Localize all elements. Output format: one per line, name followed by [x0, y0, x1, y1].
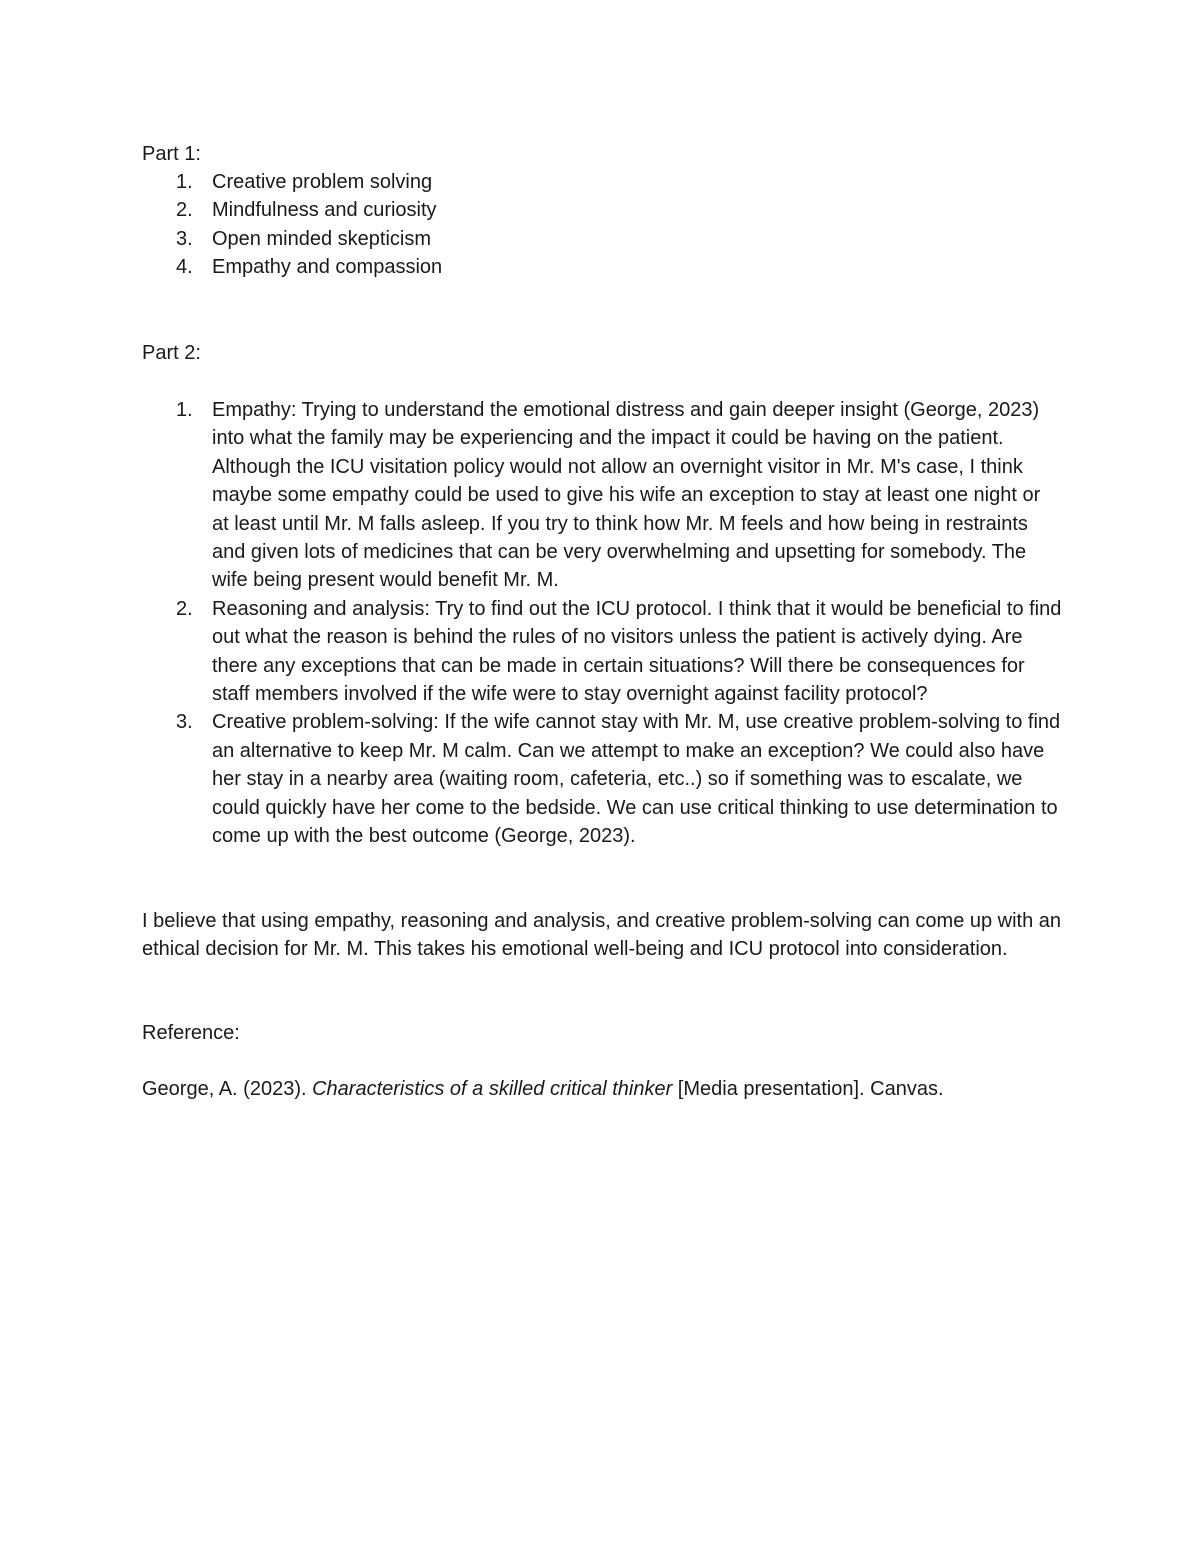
citation-source: [Media presentation]. Canvas. [672, 1078, 944, 1100]
list-number: 4. [176, 256, 193, 279]
list-item-text: Creative problem-solving: If the wife cannot stay with Mr. M, use creative problem-solving to find an alternative to keep Mr. M calm. Can we attempt to make an exception? We could also have her stay in a nearby area (waiting room, cafeteria, etc..) so if something was to escalate, we could quickly have her come to the bedside. We can use critical thinking to use determination to come up with the best outcome (George, 2023). [212, 711, 1061, 848]
list-item [142, 196, 442, 224]
list-item-text: Empathy and compassion [212, 256, 443, 279]
list-item-text: Empathy: Trying to understand the emotional distress and gain deeper insight (George, 2023) into what the family may be experiencing and the impact it could be having on the patient. Although the ICU visitation policy would not allow an overnight visitor in Mr. M's case, I think maybe some empathy could be used to give his wife an exception to stay at least one night or at least until Mr. M falls asleep. If you try to think how Mr. M feels and how being in restraints and given lots of medicines that can be very overwhelming and upsetting for somebody. The wife being present would benefit Mr. M. [212, 399, 1041, 592]
part2-list [142, 396, 1062, 851]
list-item [142, 595, 1062, 709]
list-item [142, 396, 1062, 595]
list-item [142, 168, 442, 196]
part1-list [142, 168, 442, 282]
list-item-text: Creative problem solving [212, 171, 433, 193]
list-item [142, 708, 1062, 850]
list-item-text: Open minded skepticism [212, 227, 431, 250]
list-number: 3. [176, 227, 193, 250]
list-number: 1. [176, 171, 193, 193]
list-item [142, 253, 442, 281]
list-item [142, 225, 442, 253]
part2-heading: Part 2: [142, 342, 201, 364]
list-number: 3. [176, 711, 193, 734]
part1-heading: Part 1: [142, 143, 201, 165]
list-number: 1. [176, 399, 193, 421]
list-item-text: Mindfulness and curiosity [212, 199, 437, 222]
list-number: 2. [176, 597, 193, 620]
list-number: 2. [176, 199, 193, 222]
reference-citation [142, 1075, 1062, 1103]
list-item-text: Reasoning and analysis: Try to find out the ICU protocol. I think that it would be beneficial to find out what the reason is behind the rules of no visitors unless the patient is actively dying. Are there any exceptions that can be made in certain situations? Will there be consequences for staff members involved if the wife were to stay overnight against facility protocol? [212, 597, 1062, 706]
citation-author: George, A. (2023). [142, 1078, 313, 1100]
citation-title: Characteristics of a skilled critical thinker [312, 1078, 673, 1100]
conclusion-paragraph: I believe that using empathy, reasoning and analysis, and creative problem-solving can come up with an ethical decision for Mr. M. This takes his emotional well-being and ICU protocol into consideration. [142, 910, 1062, 961]
reference-heading: Reference: [142, 1022, 240, 1044]
